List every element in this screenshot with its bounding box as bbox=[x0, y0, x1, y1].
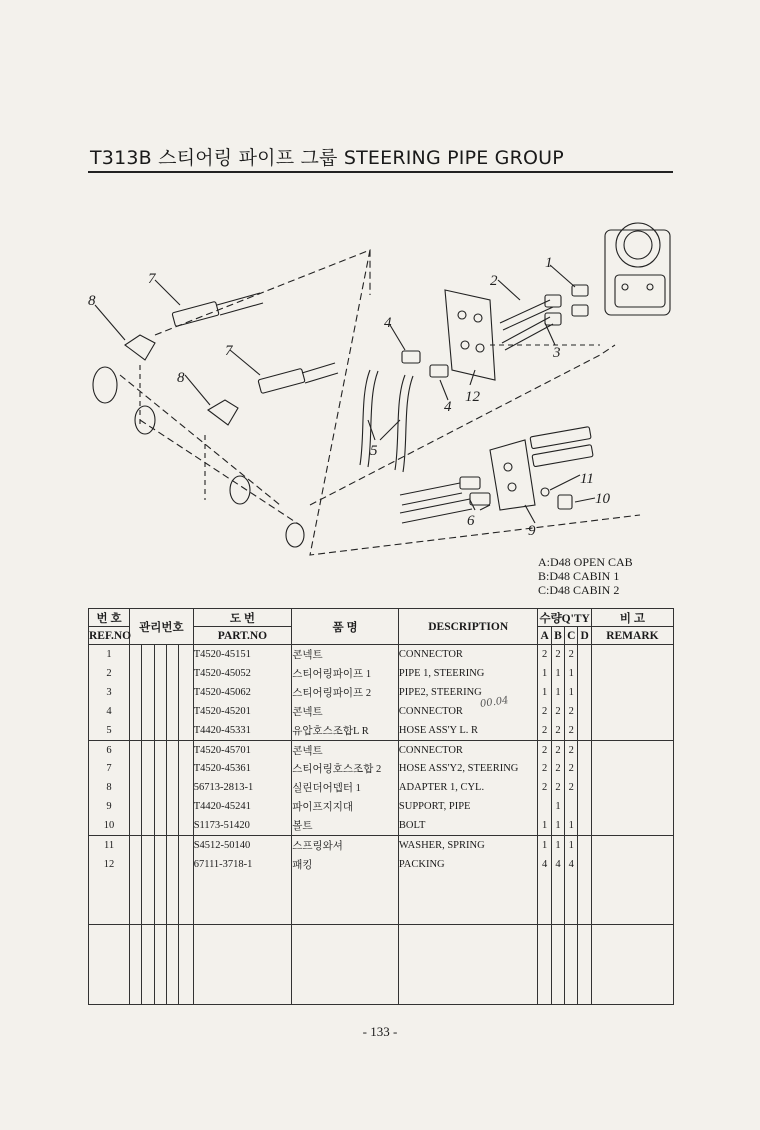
ref-cell: 6 bbox=[89, 740, 130, 759]
qty-d-cell bbox=[578, 855, 591, 874]
qty-a-cell: 2 bbox=[538, 778, 551, 797]
mgmt-cell bbox=[166, 740, 178, 759]
mgmt-cell bbox=[142, 683, 154, 702]
ref-cell: 2 bbox=[89, 664, 130, 683]
part-no-cell: S1173-51420 bbox=[193, 816, 292, 835]
qty-d-cell bbox=[578, 816, 591, 835]
table-row bbox=[89, 683, 674, 702]
spacer-cell bbox=[591, 874, 673, 924]
mgmt-cell bbox=[130, 683, 142, 702]
part-no-cell: T4420-45331 bbox=[193, 721, 292, 740]
callout-11: 11 bbox=[580, 471, 594, 487]
mgmt-cell bbox=[154, 816, 166, 835]
qty-c-cell bbox=[565, 797, 578, 816]
part-no-cell: T4420-45241 bbox=[193, 797, 292, 816]
qty-d-cell bbox=[578, 740, 591, 759]
description-cell: CONNECTOR bbox=[398, 702, 538, 721]
blank-cell bbox=[538, 924, 551, 1004]
mgmt-cell bbox=[179, 645, 193, 664]
qty-b-cell: 2 bbox=[551, 740, 564, 759]
spacer-cell bbox=[538, 874, 551, 924]
qty-c-cell: 1 bbox=[565, 664, 578, 683]
name-ko-cell: 유압호스조합L R bbox=[292, 721, 399, 740]
qty-b-cell: 1 bbox=[551, 836, 564, 855]
blank-cell bbox=[292, 924, 399, 1004]
mgmt-cell bbox=[179, 759, 193, 778]
spacer-cell bbox=[130, 874, 142, 924]
header-ref-en: REF.NO bbox=[89, 627, 130, 645]
mgmt-cell bbox=[154, 721, 166, 740]
remark-cell bbox=[591, 645, 673, 664]
mgmt-cell bbox=[166, 664, 178, 683]
part-no-cell: S4512-50140 bbox=[193, 836, 292, 855]
description-cell: PIPE2, STEERING bbox=[398, 683, 538, 702]
description-cell: BOLT bbox=[398, 816, 538, 835]
qty-c-cell: 2 bbox=[565, 645, 578, 664]
qty-b-cell: 2 bbox=[551, 778, 564, 797]
legend-b: B:D48 CABIN 1 bbox=[538, 569, 620, 583]
blank-cell bbox=[398, 924, 538, 1004]
mgmt-cell bbox=[130, 855, 142, 874]
qty-a-cell: 2 bbox=[538, 721, 551, 740]
callout-8a: 8 bbox=[88, 293, 96, 309]
part-no-cell: T4520-45701 bbox=[193, 740, 292, 759]
name-ko-cell: 콘넥트 bbox=[292, 702, 399, 721]
callout-6: 6 bbox=[467, 513, 475, 529]
description-cell: WASHER, SPRING bbox=[398, 836, 538, 855]
callout-10: 10 bbox=[595, 491, 610, 507]
remark-cell bbox=[591, 778, 673, 797]
mgmt-cell bbox=[179, 664, 193, 683]
spacer-cell bbox=[551, 874, 564, 924]
description-cell: HOSE ASS'Y L. R bbox=[398, 721, 538, 740]
qty-c-cell: 1 bbox=[565, 683, 578, 702]
table-row bbox=[89, 836, 674, 855]
header-qty-b: B bbox=[551, 627, 564, 645]
remark-cell bbox=[591, 816, 673, 835]
mgmt-cell bbox=[142, 721, 154, 740]
description-cell: CONNECTOR bbox=[398, 645, 538, 664]
remark-cell bbox=[591, 740, 673, 759]
mgmt-cell bbox=[166, 702, 178, 721]
qty-b-cell: 2 bbox=[551, 759, 564, 778]
description-cell: HOSE ASS'Y2, STEERING bbox=[398, 759, 538, 778]
mgmt-cell bbox=[130, 816, 142, 835]
header-name-ko: 품 명 bbox=[292, 609, 399, 645]
mgmt-cell bbox=[142, 664, 154, 683]
blank-cell bbox=[130, 924, 142, 1004]
name-ko-cell: 패킹 bbox=[292, 855, 399, 874]
mgmt-cell bbox=[166, 778, 178, 797]
ref-cell: 10 bbox=[89, 816, 130, 835]
qty-a-cell: 2 bbox=[538, 702, 551, 721]
mgmt-cell bbox=[130, 740, 142, 759]
qty-b-cell: 2 bbox=[551, 645, 564, 664]
name-ko-cell: 스티어링파이프 1 bbox=[292, 664, 399, 683]
callout-1: 1 bbox=[545, 255, 553, 271]
mgmt-cell bbox=[142, 836, 154, 855]
blank-row bbox=[89, 924, 674, 1004]
spacer-cell bbox=[292, 874, 399, 924]
table-row bbox=[89, 721, 674, 740]
qty-a-cell: 2 bbox=[538, 645, 551, 664]
description-cell: CONNECTOR bbox=[398, 740, 538, 759]
mgmt-cell bbox=[142, 740, 154, 759]
qty-a-cell: 1 bbox=[538, 816, 551, 835]
header-mgmt-ko: 관리번호 bbox=[130, 609, 194, 645]
name-ko-cell: 스티어링파이프 2 bbox=[292, 683, 399, 702]
legend-c: C:D48 CABIN 2 bbox=[538, 583, 620, 597]
qty-a-cell: 1 bbox=[538, 836, 551, 855]
qty-a-cell bbox=[538, 797, 551, 816]
parts-table-body bbox=[89, 645, 674, 1005]
qty-d-cell bbox=[578, 759, 591, 778]
qty-c-cell: 2 bbox=[565, 778, 578, 797]
qty-a-cell: 2 bbox=[538, 759, 551, 778]
qty-a-cell: 2 bbox=[538, 740, 551, 759]
blank-cell bbox=[578, 924, 591, 1004]
ref-cell: 9 bbox=[89, 797, 130, 816]
mgmt-cell bbox=[179, 740, 193, 759]
header-description: DESCRIPTION bbox=[398, 609, 538, 645]
part-no-cell: T4520-45361 bbox=[193, 759, 292, 778]
qty-c-cell: 2 bbox=[565, 721, 578, 740]
header-qty-a: A bbox=[538, 627, 551, 645]
name-ko-cell: 스프링와셔 bbox=[292, 836, 399, 855]
callout-2: 2 bbox=[490, 273, 498, 289]
spacer-cell bbox=[578, 874, 591, 924]
legend-a: A:D48 OPEN CAB bbox=[538, 555, 633, 569]
blank-cell bbox=[154, 924, 166, 1004]
header-qty-d: D bbox=[578, 627, 591, 645]
part-no-cell: T4520-45201 bbox=[193, 702, 292, 721]
callout-4a: 4 bbox=[384, 315, 392, 331]
qty-d-cell bbox=[578, 702, 591, 721]
spacer-cell bbox=[398, 874, 538, 924]
part-no-cell: 67111-3718-1 bbox=[193, 855, 292, 874]
remark-cell bbox=[591, 855, 673, 874]
qty-d-cell bbox=[578, 778, 591, 797]
header-part-ko: 도 번 bbox=[193, 609, 292, 627]
name-ko-cell: 볼트 bbox=[292, 816, 399, 835]
part-no-cell: 56713-2813-1 bbox=[193, 778, 292, 797]
qty-b-cell: 1 bbox=[551, 664, 564, 683]
spacer-row bbox=[89, 874, 674, 924]
mgmt-cell bbox=[142, 855, 154, 874]
mgmt-cell bbox=[179, 797, 193, 816]
spacer-cell bbox=[565, 874, 578, 924]
page-number: - 133 - bbox=[362, 1024, 398, 1039]
spacer-cell bbox=[166, 874, 178, 924]
ref-cell: 8 bbox=[89, 778, 130, 797]
remark-cell bbox=[591, 702, 673, 721]
qty-d-cell bbox=[578, 664, 591, 683]
callout-4b: 4 bbox=[444, 399, 452, 415]
qty-b-cell: 2 bbox=[551, 721, 564, 740]
mgmt-cell bbox=[154, 855, 166, 874]
mgmt-cell bbox=[142, 797, 154, 816]
callout-3: 3 bbox=[553, 345, 561, 361]
table-row bbox=[89, 664, 674, 683]
cab-legend bbox=[538, 555, 633, 597]
qty-c-cell: 4 bbox=[565, 855, 578, 874]
mgmt-cell bbox=[130, 836, 142, 855]
table-row bbox=[89, 855, 674, 874]
qty-c-cell: 2 bbox=[565, 759, 578, 778]
ref-cell: 12 bbox=[89, 855, 130, 874]
mgmt-cell bbox=[130, 645, 142, 664]
header-remark-en: REMARK bbox=[591, 627, 673, 645]
blank-cell bbox=[89, 924, 130, 1004]
ref-cell: 5 bbox=[89, 721, 130, 740]
callout-7a: 7 bbox=[148, 271, 156, 287]
name-ko-cell: 스티어링호스조합 2 bbox=[292, 759, 399, 778]
table-row bbox=[89, 778, 674, 797]
mgmt-cell bbox=[166, 836, 178, 855]
qty-c-cell: 2 bbox=[565, 740, 578, 759]
description-cell: SUPPORT, PIPE bbox=[398, 797, 538, 816]
header-part-en: PART.NO bbox=[193, 627, 292, 645]
spacer-cell bbox=[142, 874, 154, 924]
blank-cell bbox=[166, 924, 178, 1004]
mgmt-cell bbox=[179, 816, 193, 835]
page-title: T313B 스티어링 파이프 그룹 STEERING PIPE GROUP bbox=[90, 147, 564, 169]
description-cell: ADAPTER 1, CYL. bbox=[398, 778, 538, 797]
callout-7b: 7 bbox=[225, 343, 233, 359]
mgmt-cell bbox=[142, 702, 154, 721]
header-ref-ko: 번 호 bbox=[89, 609, 130, 627]
qty-c-cell: 2 bbox=[565, 702, 578, 721]
mgmt-cell bbox=[166, 721, 178, 740]
qty-b-cell: 2 bbox=[551, 702, 564, 721]
qty-a-cell: 1 bbox=[538, 664, 551, 683]
part-no-cell: T4520-45052 bbox=[193, 664, 292, 683]
mgmt-cell bbox=[142, 778, 154, 797]
table-row bbox=[89, 645, 674, 664]
ref-cell: 11 bbox=[89, 836, 130, 855]
spacer-cell bbox=[179, 874, 193, 924]
qty-b-cell: 1 bbox=[551, 683, 564, 702]
table-row bbox=[89, 740, 674, 759]
mgmt-cell bbox=[179, 855, 193, 874]
remark-cell bbox=[591, 664, 673, 683]
mgmt-cell bbox=[166, 816, 178, 835]
remark-cell bbox=[591, 721, 673, 740]
mgmt-cell bbox=[154, 740, 166, 759]
mgmt-cell bbox=[179, 836, 193, 855]
description-cell: PIPE 1, STEERING bbox=[398, 664, 538, 683]
table-row bbox=[89, 759, 674, 778]
ref-cell: 7 bbox=[89, 759, 130, 778]
mgmt-cell bbox=[154, 797, 166, 816]
qty-d-cell bbox=[578, 645, 591, 664]
callout-9: 9 bbox=[528, 523, 536, 539]
blank-cell bbox=[193, 924, 292, 1004]
remark-cell bbox=[591, 759, 673, 778]
table-row bbox=[89, 797, 674, 816]
mgmt-cell bbox=[179, 683, 193, 702]
qty-d-cell bbox=[578, 683, 591, 702]
qty-a-cell: 4 bbox=[538, 855, 551, 874]
mgmt-cell bbox=[166, 759, 178, 778]
remark-cell bbox=[591, 836, 673, 855]
table-row bbox=[89, 702, 674, 721]
qty-d-cell bbox=[578, 797, 591, 816]
qty-d-cell bbox=[578, 721, 591, 740]
name-ko-cell: 파이프지지대 bbox=[292, 797, 399, 816]
table-row bbox=[89, 816, 674, 835]
qty-d-cell bbox=[578, 836, 591, 855]
blank-cell bbox=[591, 924, 673, 1004]
blank-cell bbox=[565, 924, 578, 1004]
mgmt-cell bbox=[179, 702, 193, 721]
ref-cell: 3 bbox=[89, 683, 130, 702]
mgmt-cell bbox=[130, 778, 142, 797]
qty-b-cell: 1 bbox=[551, 816, 564, 835]
mgmt-cell bbox=[166, 683, 178, 702]
remark-cell bbox=[591, 683, 673, 702]
name-ko-cell: 콘넥트 bbox=[292, 645, 399, 664]
parts-table bbox=[88, 608, 674, 1005]
mgmt-cell bbox=[166, 645, 178, 664]
mgmt-cell bbox=[142, 645, 154, 664]
blank-cell bbox=[179, 924, 193, 1004]
mgmt-cell bbox=[142, 759, 154, 778]
spacer-cell bbox=[89, 874, 130, 924]
qty-a-cell: 1 bbox=[538, 683, 551, 702]
mgmt-cell bbox=[130, 702, 142, 721]
header-remark-ko: 비 고 bbox=[591, 609, 673, 627]
mgmt-cell bbox=[142, 816, 154, 835]
name-ko-cell: 실린더어뎁터 1 bbox=[292, 778, 399, 797]
title-underline bbox=[88, 171, 673, 173]
part-no-cell: T4520-45062 bbox=[193, 683, 292, 702]
description-cell: PACKING bbox=[398, 855, 538, 874]
mgmt-cell bbox=[154, 645, 166, 664]
remark-cell bbox=[591, 797, 673, 816]
mgmt-cell bbox=[130, 759, 142, 778]
mgmt-cell bbox=[166, 797, 178, 816]
mgmt-cell bbox=[154, 836, 166, 855]
spacer-cell bbox=[154, 874, 166, 924]
mgmt-cell bbox=[154, 702, 166, 721]
exploded-parts-diagram bbox=[80, 205, 680, 565]
callout-8b: 8 bbox=[177, 370, 185, 386]
part-no-cell: T4520-45151 bbox=[193, 645, 292, 664]
mgmt-cell bbox=[166, 855, 178, 874]
spacer-cell bbox=[193, 874, 292, 924]
qty-b-cell: 1 bbox=[551, 797, 564, 816]
ref-cell: 1 bbox=[89, 645, 130, 664]
mgmt-cell bbox=[130, 721, 142, 740]
callout-12: 12 bbox=[465, 389, 480, 405]
blank-cell bbox=[551, 924, 564, 1004]
mgmt-cell bbox=[179, 721, 193, 740]
name-ko-cell: 콘넥트 bbox=[292, 740, 399, 759]
blank-cell bbox=[142, 924, 154, 1004]
ref-cell: 4 bbox=[89, 702, 130, 721]
header-qty-c: C bbox=[565, 627, 578, 645]
callout-5: 5 bbox=[370, 443, 378, 459]
header-qty: 수량Q'TY bbox=[538, 609, 591, 627]
mgmt-cell bbox=[130, 797, 142, 816]
mgmt-cell bbox=[154, 664, 166, 683]
mgmt-cell bbox=[154, 683, 166, 702]
qty-b-cell: 4 bbox=[551, 855, 564, 874]
handwritten-note: 00.04 bbox=[479, 695, 510, 710]
mgmt-cell bbox=[154, 778, 166, 797]
qty-c-cell: 1 bbox=[565, 836, 578, 855]
mgmt-cell bbox=[154, 759, 166, 778]
qty-c-cell: 1 bbox=[565, 816, 578, 835]
mgmt-cell bbox=[130, 664, 142, 683]
mgmt-cell bbox=[179, 778, 193, 797]
